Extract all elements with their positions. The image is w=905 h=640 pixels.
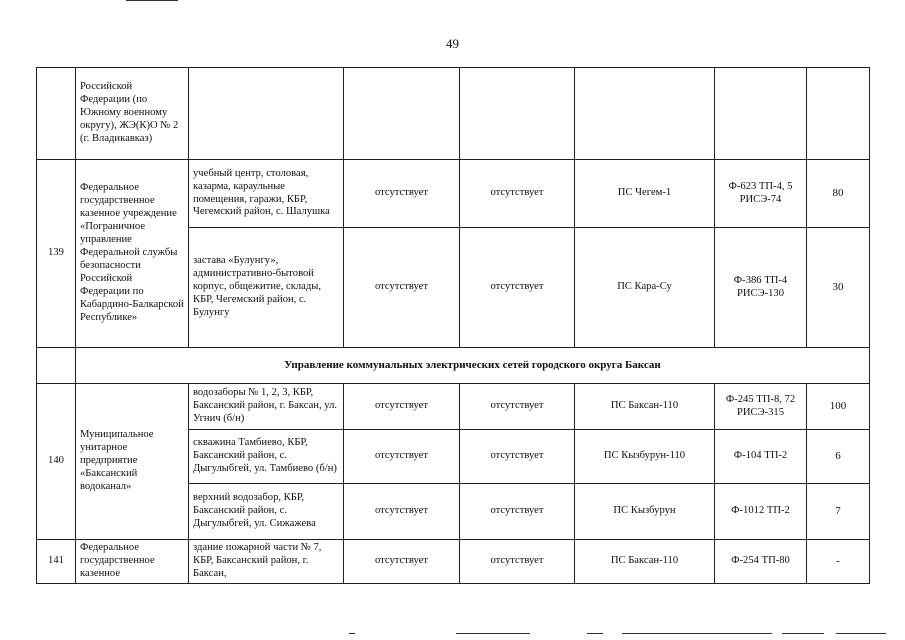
value-cell: 100 (807, 384, 870, 430)
feeder-cell: Ф-245 ТП-8, 72 РИСЭ-315 (715, 384, 807, 430)
table-row (37, 160, 870, 228)
feeder-cell: Ф-1012 ТП-2 (715, 484, 807, 540)
row-number-cell (37, 68, 76, 160)
row-number-cell: 139 (37, 160, 76, 348)
status-cell: отсутствует (344, 430, 460, 484)
row-number-cell: 141 (37, 540, 76, 584)
data-table (36, 67, 870, 584)
section-title: Управление коммунальных электрических сетей городского округа Баксан (76, 348, 870, 384)
feeder-cell: Ф-623 ТП-4, 5 РИСЭ-74 (715, 160, 807, 228)
substation-cell: ПС Кызбурун-110 (575, 430, 715, 484)
value-cell: - (807, 540, 870, 584)
status-cell: отсутствует (344, 540, 460, 584)
value-cell: 7 (807, 484, 870, 540)
status-cell: отсутствует (460, 484, 575, 540)
feeder-cell: Ф-104 ТП-2 (715, 430, 807, 484)
organization-cell: Федеральное государственное казенное (76, 540, 189, 584)
value-cell: 6 (807, 430, 870, 484)
empty-cell (344, 68, 460, 160)
substation-cell: ПС Баксан-110 (575, 384, 715, 430)
empty-cell (715, 68, 807, 160)
empty-cell (807, 68, 870, 160)
status-cell: отсутствует (460, 540, 575, 584)
feeder-cell: Ф-386 ТП-4 РИСЭ-130 (715, 228, 807, 348)
status-cell: отсутствует (460, 228, 575, 348)
organization-cell: Муниципальное унитарное предприятие «Баксанский водоканал» (76, 384, 189, 540)
status-cell: отсутствует (344, 160, 460, 228)
table-row (37, 540, 870, 584)
row-number-cell: 140 (37, 384, 76, 540)
feeder-cell: Ф-254 ТП-80 (715, 540, 807, 584)
status-cell: отсутствует (344, 228, 460, 348)
page-number: 49 (446, 36, 459, 51)
bottom-scan-lines (0, 633, 905, 635)
object-cell: учебный центр, столовая, казарма, караульные помещения, гаражи, КБР, Чегемский район, с. Шалушка (189, 160, 344, 228)
object-cell: верхний водозабор, КБР, Баксанский район, с. Дыгулыбгей, ул. Сижажева (189, 484, 344, 540)
top-edge-line (126, 0, 178, 1)
value-cell: 80 (807, 160, 870, 228)
substation-cell: ПС Кызбурун (575, 484, 715, 540)
table-row (37, 68, 870, 160)
empty-cell (575, 68, 715, 160)
organization-cell: Федеральное государственное казенное учреждение «Пограничное управление Федеральной службы безопасности Российской Федерации по Кабардино-Балкарской Республике» (76, 160, 189, 348)
value-cell: 30 (807, 228, 870, 348)
substation-cell: ПС Баксан-110 (575, 540, 715, 584)
status-cell: отсутствует (344, 384, 460, 430)
status-cell: отсутствует (460, 430, 575, 484)
section-row (37, 348, 870, 384)
object-cell (189, 68, 344, 160)
object-cell: застава «Булунгу», административно-бытовой корпус, общежитие, склады, КБР, Чегемский район, с. Булунгу (189, 228, 344, 348)
table-row (37, 384, 870, 430)
substation-cell: ПС Кара-Су (575, 228, 715, 348)
organization-cell: Российской Федерации (по Южному военному округу), ЖЭ(К)О № 2 (г. Владикавказ) (76, 68, 189, 160)
empty-cell (460, 68, 575, 160)
substation-cell: ПС Чегем-1 (575, 160, 715, 228)
object-cell: водозаборы № 1, 2, 3, КБР, Баксанский район, г. Баксан, ул. Угнич (б/н) (189, 384, 344, 430)
status-cell: отсутствует (344, 484, 460, 540)
status-cell: отсутствует (460, 160, 575, 228)
object-cell: здание пожарной части № 7, КБР, Баксанский район, г. Баксан, (189, 540, 344, 584)
status-cell: отсутствует (460, 384, 575, 430)
row-number-cell (37, 348, 76, 384)
object-cell: скважина Тамбиево, КБР, Баксанский район, с. Дыгулыбгей, ул. Тамбиево (б/н) (189, 430, 344, 484)
